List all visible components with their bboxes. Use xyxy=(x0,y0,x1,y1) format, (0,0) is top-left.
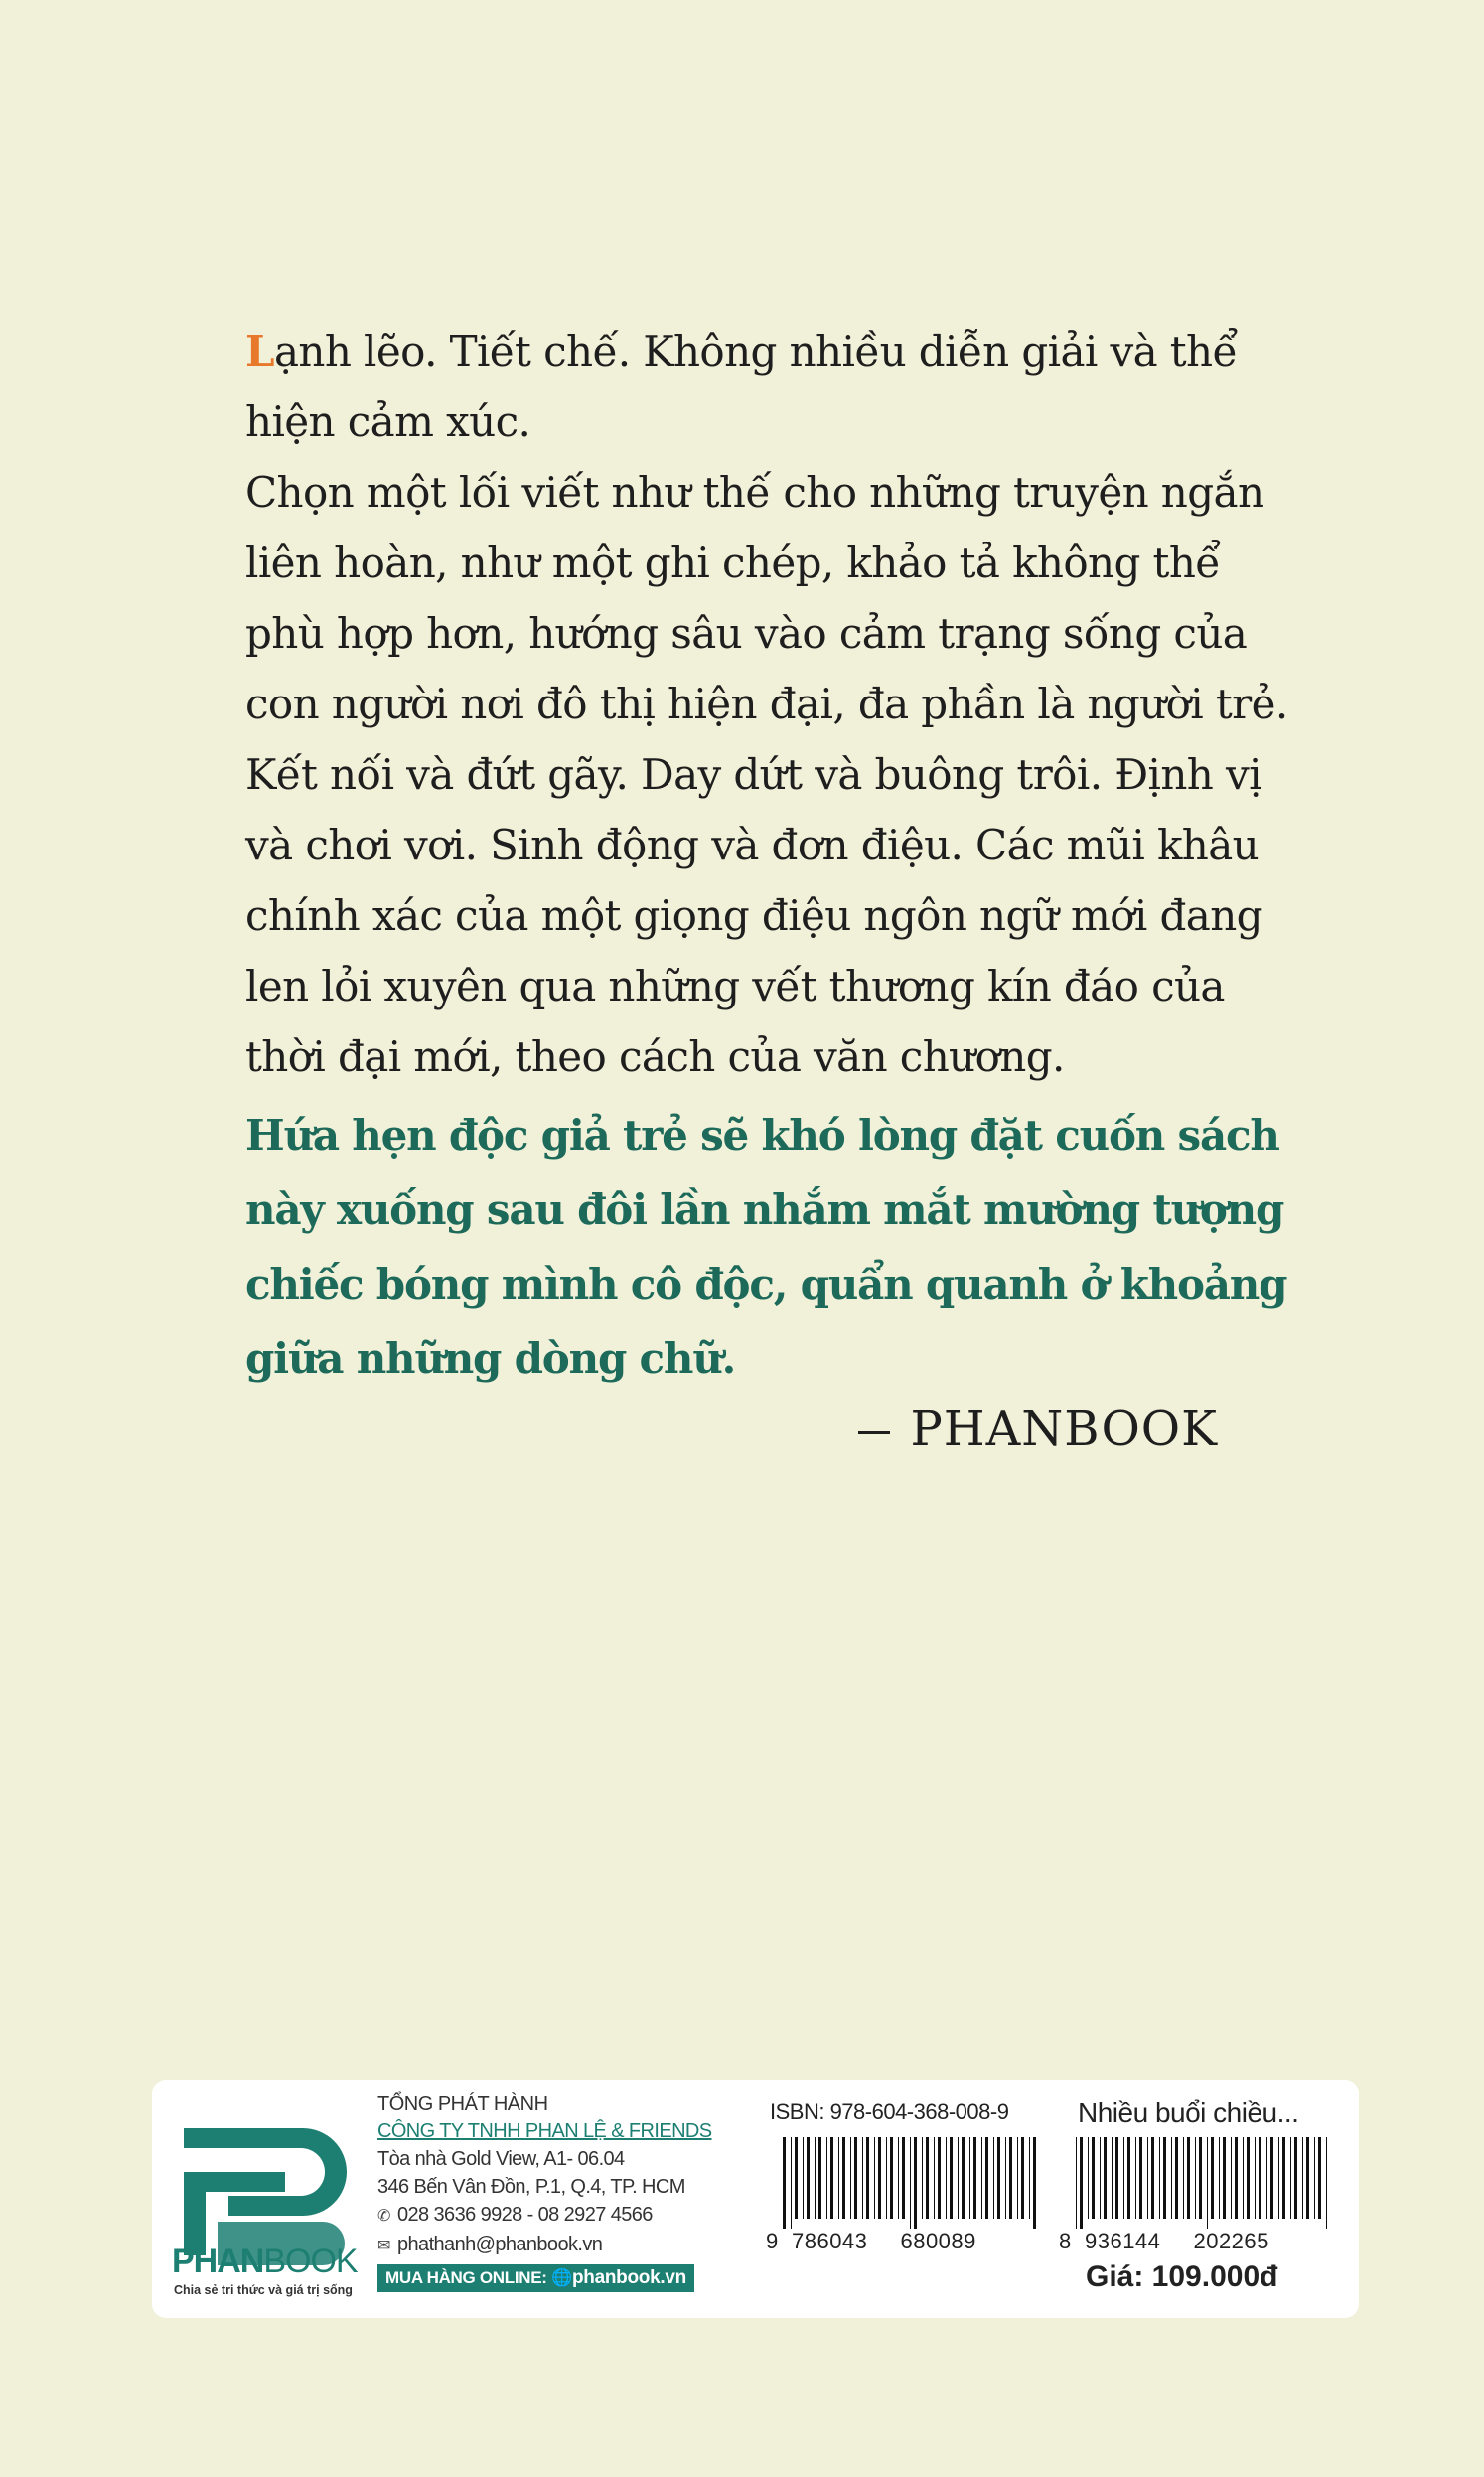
barcode-bar xyxy=(842,2137,845,2219)
barcode-bar xyxy=(1139,2137,1142,2219)
barcode-bar xyxy=(910,2137,911,2229)
quote-line: Hứa hẹn độc giả trẻ sẽ khó lòng đặt cuốn sách xyxy=(245,1111,1279,1160)
barcode-bar xyxy=(1183,2137,1184,2219)
publisher-address-2: 346 Bến Vân Đồn, P.1, Q.4, TP. HCM xyxy=(377,2176,685,2198)
barcode-bar xyxy=(878,2137,881,2219)
blurb-line xyxy=(245,316,1239,387)
barcode-bar xyxy=(926,2137,929,2219)
publisher-phone: 028 3636 9928 - 08 2927 4566 xyxy=(397,2204,653,2226)
blurb-line: hiện cảm xúc. xyxy=(245,397,531,446)
barcode-bar xyxy=(1270,2137,1273,2219)
barcode-bar xyxy=(1151,2137,1154,2219)
buy-online-label: MUA HÀNG ONLINE: xyxy=(385,2268,547,2287)
blurb-line: Kết nối và đứt gãy. Day dứt và buông trôi. Định vị xyxy=(245,750,1261,799)
publisher-company: CÔNG TY TNHH PHAN LỆ & FRIENDS xyxy=(377,2120,712,2142)
barcode-bar xyxy=(890,2137,893,2219)
barcode-bar xyxy=(993,2137,994,2219)
barcode-bar xyxy=(1318,2137,1321,2219)
barcode-bar xyxy=(1207,2137,1208,2229)
price-barcode xyxy=(1076,2137,1334,2229)
barcode-bar xyxy=(1302,2137,1303,2219)
barcode-bar xyxy=(807,2137,810,2219)
barcode-lead-digit: 9 xyxy=(766,2229,779,2253)
barcode-bar xyxy=(1029,2137,1030,2219)
barcode-bar xyxy=(1247,2137,1250,2219)
barcode-bar xyxy=(973,2137,976,2219)
barcode-bar xyxy=(1231,2137,1232,2219)
barcode-bar xyxy=(838,2137,839,2219)
barcode-bar xyxy=(1282,2137,1285,2219)
buy-online-bar xyxy=(377,2264,694,2292)
barcode-bar xyxy=(1259,2137,1261,2219)
barcode-bar xyxy=(1104,2137,1107,2219)
isbn-barcode-bars xyxy=(783,2137,1041,2229)
back-cover-blurb xyxy=(245,316,1288,1396)
barcode-bar xyxy=(1080,2137,1083,2229)
blurb-line: và chơi vơi. Sinh động và đơn điệu. Các mũi khâu xyxy=(245,821,1260,869)
isbn-barcode xyxy=(783,2137,1041,2229)
barcode-bar xyxy=(1127,2137,1130,2219)
barcode-bar xyxy=(1195,2137,1196,2219)
publisher-email: phathanh@phanbook.vn xyxy=(397,2234,603,2255)
barcode-bar xyxy=(1326,2137,1327,2229)
logo-word-book: BOOK xyxy=(263,2243,358,2280)
barcode-bar xyxy=(783,2137,786,2229)
isbn-label: ISBN: 978-604-368-008-9 xyxy=(770,2099,1009,2124)
barcode-bar xyxy=(1211,2137,1214,2219)
blurb-line: thời đại mới, theo cách của văn chương. xyxy=(245,1032,1065,1081)
barcode-bar xyxy=(791,2137,792,2229)
barcode-bar xyxy=(862,2137,863,2219)
barcode-bar xyxy=(1199,2137,1202,2219)
barcode-bar xyxy=(1294,2137,1297,2219)
barcode-bar xyxy=(914,2137,917,2229)
publisher-details xyxy=(377,2091,735,2292)
barcode-bar xyxy=(1163,2137,1166,2219)
barcode-bar xyxy=(1235,2137,1238,2219)
logo-word-phan: PHAN xyxy=(172,2243,264,2280)
signature-text: PHANBOOK xyxy=(910,1401,1218,1457)
publisher-address-1: Tòa nhà Gold View, A1- 06.04 xyxy=(377,2148,625,2170)
barcode-bar xyxy=(886,2137,887,2219)
barcode-right-digits: 680089 xyxy=(900,2229,976,2253)
barcode-bar xyxy=(850,2137,851,2219)
isbn-barcode-digits xyxy=(766,2229,976,2254)
barcode-bar xyxy=(1171,2137,1172,2219)
barcode-bar xyxy=(1159,2137,1160,2219)
barcode-bar xyxy=(1314,2137,1315,2219)
barcode-bar xyxy=(1009,2137,1012,2219)
publisher-email-row xyxy=(377,2231,735,2260)
signature-dash xyxy=(858,1431,890,1434)
barcode-bar xyxy=(1147,2137,1148,2219)
blurb-line: Chọn một lối viết như thế cho những truyện ngắn xyxy=(245,468,1264,517)
barcode-bar xyxy=(1017,2137,1018,2219)
barcode-bar xyxy=(1088,2137,1089,2219)
barcode-bar xyxy=(1135,2137,1136,2219)
quote-line: này xuống sau đôi lần nhắm mắt mường tượng xyxy=(245,1185,1284,1234)
barcode-bar xyxy=(962,2137,965,2219)
barcode-left-digits: 936144 xyxy=(1084,2229,1161,2253)
blurb-first-line: ạnh lẽo. Tiết chế. Không nhiều diễn giải và thể xyxy=(273,327,1238,376)
blurb-line: chính xác của một giọng điệu ngôn ngữ mới đang xyxy=(245,891,1262,940)
barcode-bar xyxy=(826,2137,827,2219)
barcode-bar xyxy=(1306,2137,1309,2219)
barcode-bar xyxy=(1092,2137,1095,2219)
barcode-bar xyxy=(1112,2137,1113,2219)
publisher-heading: TỔNG PHÁT HÀNH xyxy=(377,2093,548,2115)
barcode-bar xyxy=(1100,2137,1101,2219)
barcode-bar xyxy=(898,2137,899,2219)
mail-icon: ✉ xyxy=(377,2238,390,2254)
logo-wordmark xyxy=(172,2243,358,2281)
barcode-bar xyxy=(1021,2137,1024,2219)
blurb-line: len lỏi xuyên qua những vết thương kín đáo của xyxy=(245,962,1225,1010)
barcode-bar xyxy=(902,2137,905,2219)
barcode-bar xyxy=(1076,2137,1077,2229)
quote-line: giữa những dòng chữ. xyxy=(245,1334,736,1383)
price-barcode-digits xyxy=(1059,2229,1269,2254)
globe-icon: 🌐 xyxy=(551,2268,572,2287)
barcode-bar xyxy=(934,2137,935,2219)
barcode-bar xyxy=(969,2137,970,2219)
barcode-bar xyxy=(1033,2137,1036,2229)
barcode-bar xyxy=(1115,2137,1118,2219)
publisher-phone-row xyxy=(377,2201,735,2231)
barcode-bar xyxy=(1266,2137,1267,2219)
barcode-lead-digit: 8 xyxy=(1059,2229,1072,2253)
barcode-bar xyxy=(1290,2137,1291,2219)
barcode-bar xyxy=(830,2137,833,2219)
barcode-bar xyxy=(958,2137,959,2219)
barcode-bar xyxy=(803,2137,804,2219)
barcode-bar xyxy=(950,2137,953,2219)
barcode-bar xyxy=(1243,2137,1244,2219)
drop-cap: L xyxy=(245,327,274,376)
barcode-bar xyxy=(795,2137,798,2219)
barcode-bar xyxy=(874,2137,875,2219)
barcode-bar xyxy=(1255,2137,1256,2219)
barcode-bar xyxy=(866,2137,869,2219)
barcode-bar xyxy=(922,2137,923,2219)
blurb-line: liên hoàn, như một ghi chép, khảo tả không thể xyxy=(245,539,1221,587)
barcode-bar xyxy=(946,2137,947,2219)
barcode-bar xyxy=(1278,2137,1279,2219)
phone-icon: ✆ xyxy=(377,2208,390,2225)
barcode-bar xyxy=(1187,2137,1190,2219)
barcode-bar xyxy=(854,2137,857,2219)
barcode-bar xyxy=(1219,2137,1220,2219)
barcode-bar xyxy=(938,2137,941,2219)
barcode-bar xyxy=(1175,2137,1178,2219)
book-title: Nhiều buổi chiều... xyxy=(1078,2097,1299,2128)
barcode-bar xyxy=(997,2137,1000,2219)
blurb-line: con người nơi đô thị hiện đại, đa phần là người trẻ. xyxy=(245,680,1288,728)
barcode-bar xyxy=(815,2137,816,2219)
blurb-line: phù hợp hơn, hướng sâu vào cảm trạng sống của xyxy=(245,609,1248,658)
barcode-bar xyxy=(985,2137,988,2219)
signature xyxy=(858,1401,1218,1457)
buy-online-url: phanbook.vn xyxy=(571,2267,686,2288)
barcode-left-digits: 786043 xyxy=(791,2229,868,2253)
barcode-bar xyxy=(1223,2137,1226,2219)
publisher-info-panel xyxy=(152,2080,1359,2318)
quote-line: chiếc bóng mình cô độc, quẩn quanh ở khoảng xyxy=(245,1260,1287,1309)
barcode-bar xyxy=(818,2137,821,2219)
price: Giá: 109.000đ xyxy=(1086,2260,1278,2293)
logo-tagline: Chia sẻ tri thức và giá trị sống xyxy=(174,2283,353,2297)
barcode-bar xyxy=(1005,2137,1006,2219)
barcode-bar xyxy=(981,2137,982,2219)
price-barcode-bars xyxy=(1076,2137,1334,2229)
pull-quote xyxy=(245,1098,1287,1396)
barcode-bar xyxy=(1123,2137,1124,2219)
barcode-right-digits: 202265 xyxy=(1193,2229,1269,2253)
